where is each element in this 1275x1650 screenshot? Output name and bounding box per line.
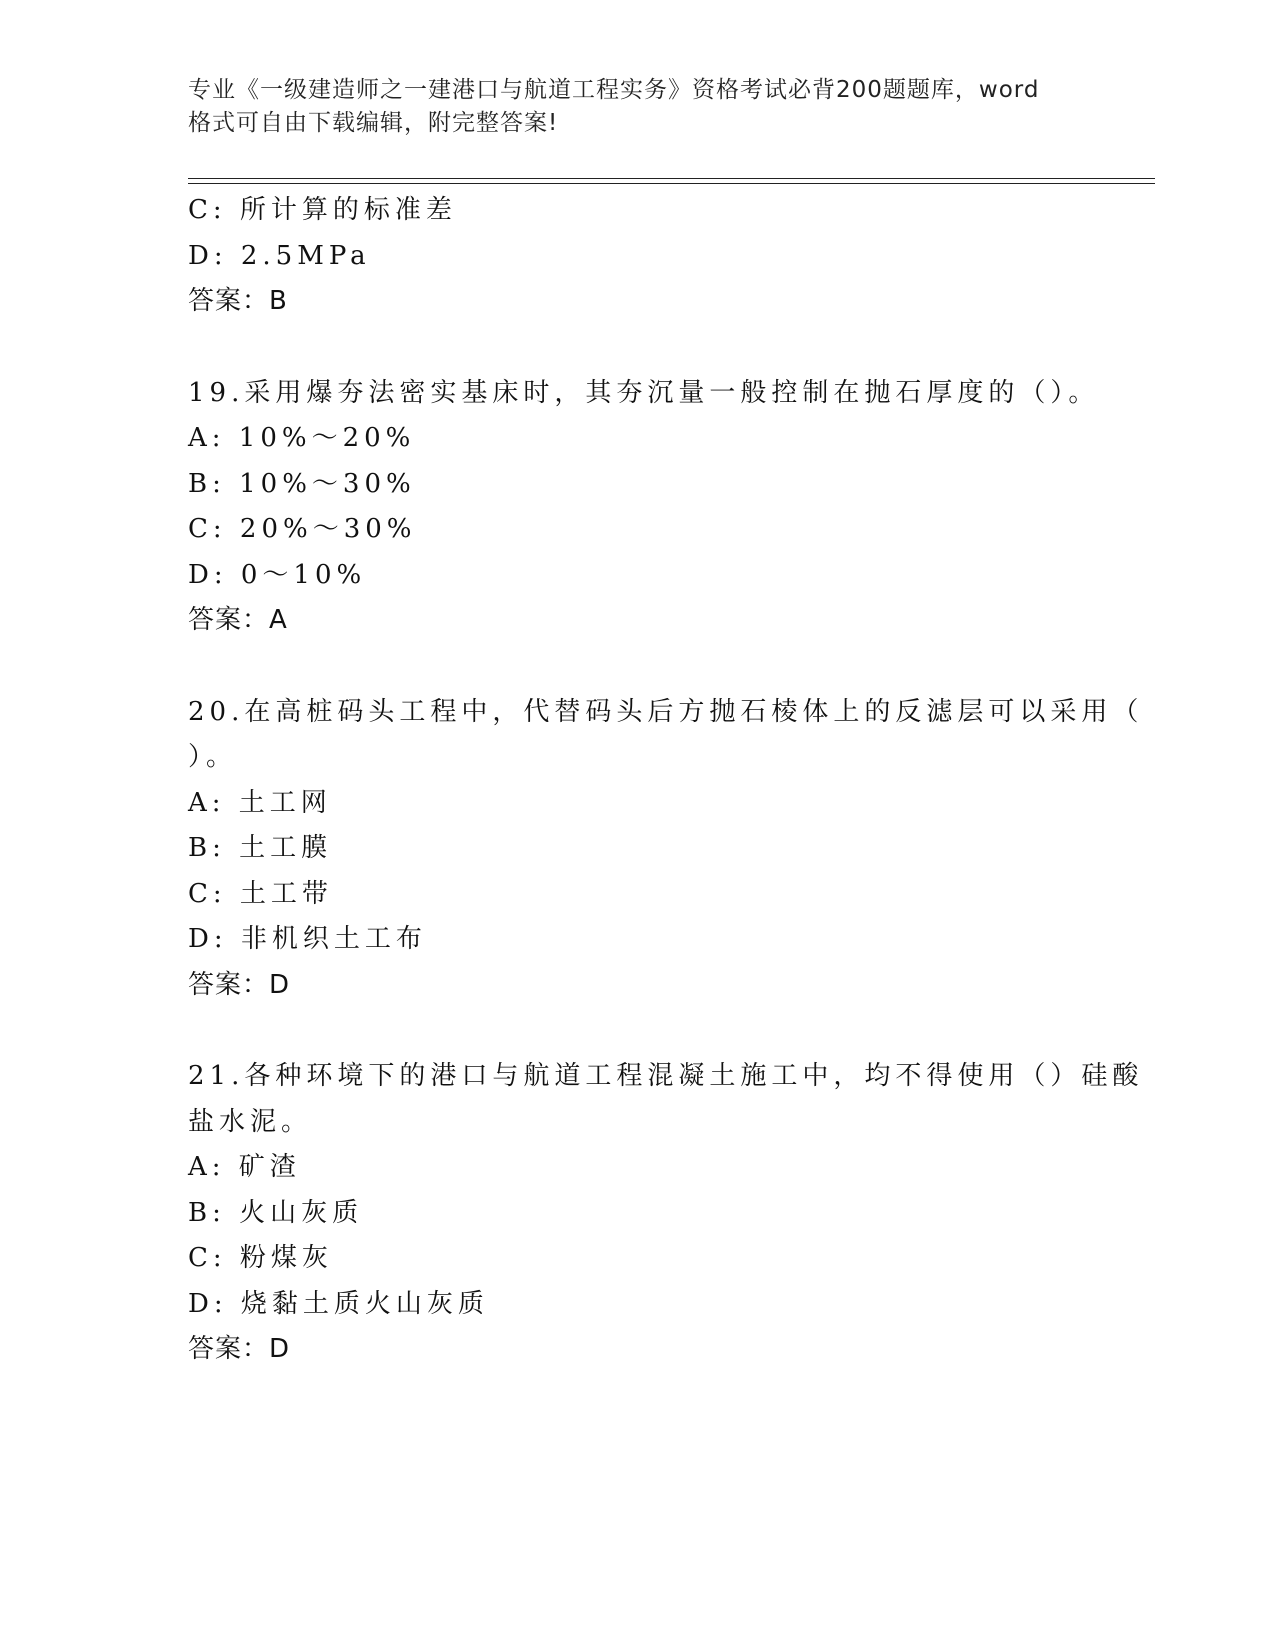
option-d: D: 2.5MPa bbox=[188, 240, 371, 271]
option-d: D: 0～10% bbox=[188, 559, 367, 590]
question-stem: 20.在高桩码头工程中，代替码头后方抛石棱体上的反滤层可以采用（ bbox=[188, 696, 1144, 727]
answer-line: 答案：D bbox=[188, 1334, 291, 1364]
question-stem-continued: 盐水泥。 bbox=[188, 1106, 313, 1137]
question-list bbox=[188, 188, 1144, 1373]
document-header bbox=[188, 74, 1068, 140]
question-spacer bbox=[188, 325, 1088, 371]
option-a: A: 土工网 bbox=[188, 787, 332, 818]
option-c: C: 粉煤灰 bbox=[188, 1243, 333, 1273]
question-block-19 bbox=[188, 371, 1100, 644]
option-b: B: 火山灰质 bbox=[188, 1197, 364, 1228]
header-divider-top bbox=[188, 178, 1155, 179]
header-title-line-1: 专业《一级建造师之一建港口与航道工程实务》资格考试必背200题题库，word bbox=[188, 77, 1040, 103]
answer-line: 答案：B bbox=[188, 286, 288, 316]
header-title-line-2: 格式可自由下载编辑，附完整答案! bbox=[188, 110, 559, 136]
option-b: B: 10%～30% bbox=[188, 468, 416, 499]
option-b: B: 土工膜 bbox=[188, 833, 333, 863]
question-spacer bbox=[188, 1008, 1088, 1054]
question-block-18 bbox=[188, 188, 1088, 325]
question-stem: 19.采用爆夯法密实基床时，其夯沉量一般控制在抛石厚度的（）。 bbox=[188, 377, 1100, 408]
option-d: D: 烧黏土质火山灰质 bbox=[188, 1288, 489, 1319]
question-stem-continued: ）。 bbox=[188, 742, 238, 772]
question-spacer bbox=[188, 644, 1088, 690]
question-block-20 bbox=[188, 690, 1144, 1009]
question-block-21 bbox=[188, 1054, 1144, 1373]
header-divider-bottom bbox=[188, 183, 1155, 184]
option-c: C: 所计算的标准差 bbox=[188, 195, 457, 225]
answer-line: 答案：A bbox=[188, 605, 288, 635]
option-c: C: 土工带 bbox=[188, 878, 333, 909]
option-d: D: 非机织土工布 bbox=[188, 924, 427, 954]
option-a: A: 矿渣 bbox=[188, 1152, 301, 1182]
option-c: C: 20%～30% bbox=[188, 514, 417, 544]
option-a: A: 10%～20% bbox=[188, 423, 416, 453]
question-stem: 21.各种环境下的港口与航道工程混凝土施工中，均不得使用（）硅酸 bbox=[188, 1061, 1144, 1091]
answer-line: 答案：D bbox=[188, 969, 291, 1000]
